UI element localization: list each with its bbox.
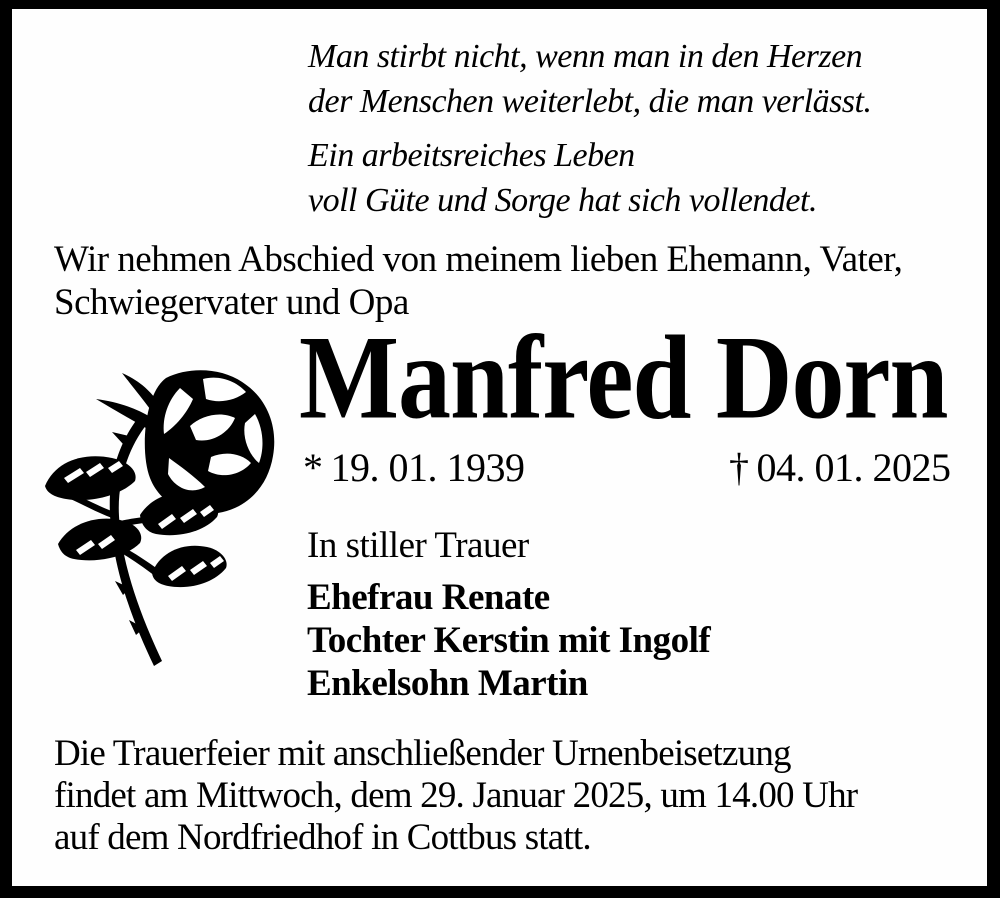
funeral-line-1: Die Trauerfeier mit anschließender Urnenbeisetzung [54,733,791,774]
cross-symbol: † [729,445,749,490]
farewell-line-1: Wir nehmen Abschied von meinem lieben Ehemann, Vater, [54,239,903,280]
epigraph-quote [308,34,871,124]
mourner-wife: Ehefrau Renate [307,577,550,618]
deceased-name: Manfred Dorn [299,311,948,444]
funeral-line-3: auf dem Nordfriedhof in Cottbus statt. [54,817,591,858]
birth-date [303,444,525,491]
life-quote-line-2: voll Güte und Sorge hat sich vollendet. [308,182,817,219]
epigraph-line-2: der Menschen weiterlebt, die man verlässt. [308,83,872,120]
birth-date-value: 19. 01. 1939 [330,445,525,490]
funeral-line-2: findet am Mittwoch, dem 29. Januar 2025, um 14.00 Uhr [54,775,858,816]
farewell-line-2: Schwiegervater und Opa [54,282,409,323]
born-symbol: * [303,445,323,490]
rose-woodcut-icon [40,366,280,676]
mourners-list [307,576,710,705]
life-quote-line-1: Ein arbeitsreiches Leben [308,137,635,174]
death-date [729,444,951,491]
life-quote [308,133,817,223]
funeral-info [54,733,857,859]
death-date-value: 04. 01. 2025 [756,445,951,490]
mourning-label: In stiller Trauer [307,525,529,566]
mourner-daughter: Tochter Kerstin mit Ingolf [307,620,711,661]
mourner-grandson: Enkelsohn Martin [307,663,588,704]
epigraph-line-1: Man stirbt nicht, wenn man in den Herzen [308,38,863,75]
